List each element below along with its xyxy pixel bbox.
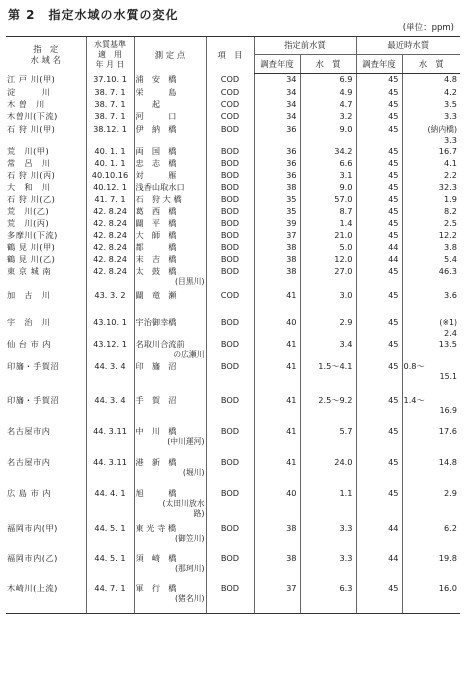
before-year-cell: 34 <box>254 74 300 87</box>
before-year-cell: 36 <box>254 124 300 146</box>
point-cell: 港 新 橋 (堀川) <box>134 457 206 488</box>
header-latest-year: 調査年度 <box>356 55 402 74</box>
item-cell: BOD <box>206 170 254 182</box>
before-year-cell: 41 <box>254 339 300 361</box>
point-cell: 浅香山取水口 <box>134 182 206 194</box>
latest-year-cell: 45 <box>356 74 402 87</box>
item-cell: COD <box>206 99 254 111</box>
latest-quality-cell: 13.5 <box>402 339 460 361</box>
point-cell: 末 吉 橋 <box>134 254 206 266</box>
latest-year-cell: 45 <box>356 426 402 457</box>
latest-year-cell: 45 <box>356 457 402 488</box>
river-name-cell: 荒 川(乙) <box>7 205 50 216</box>
table-row <box>6 206 460 218</box>
page-title: 第 2 指定水域の水質の変化 <box>8 8 179 22</box>
point-cell: 大 師 橋 <box>134 230 206 242</box>
header-point: 測 定 点 <box>134 37 206 74</box>
point-cell: 軍 行 橋 (猪名川) <box>134 583 206 614</box>
before-quality-cell: 1.1 <box>300 488 356 523</box>
header-latest: 最近時水質 <box>356 37 460 55</box>
table-row <box>6 146 460 158</box>
before-quality-cell: 27.0 <box>300 266 356 290</box>
date-cell: 40. 1. 1 <box>86 158 134 170</box>
date-cell: 42. 8.24 <box>86 206 134 218</box>
point-cell: 宇治御幸橋 <box>134 317 206 339</box>
latest-year-cell: 45 <box>356 290 402 317</box>
before-quality-cell: 6.3 <box>300 583 356 614</box>
river-name-cell: 木 曽 川 <box>7 98 45 109</box>
before-quality-cell: 1.5〜4.1 <box>300 361 356 395</box>
before-quality-cell: 34.2 <box>300 146 356 158</box>
before-quality-cell: 3.3 <box>300 523 356 553</box>
before-quality-cell: 4.9 <box>300 87 356 99</box>
item-cell: BOD <box>206 218 254 230</box>
water-quality-table <box>6 36 460 614</box>
before-quality-cell: 3.2 <box>300 111 356 124</box>
point-cell: 石 狩 大 橋 <box>134 194 206 206</box>
date-cell: 44. 5. 1 <box>86 523 134 553</box>
before-year-cell: 40 <box>254 488 300 523</box>
before-year-cell: 38 <box>254 523 300 553</box>
item-cell: BOD <box>206 230 254 242</box>
before-quality-cell: 1.4 <box>300 218 356 230</box>
latest-quality-cell: 1.4〜 16.9 <box>402 395 460 426</box>
before-quality-cell: 3.4 <box>300 339 356 361</box>
date-cell: 42. 8.24 <box>86 254 134 266</box>
table-row <box>6 361 460 395</box>
before-year-cell: 41 <box>254 290 300 317</box>
table-row <box>6 74 460 87</box>
before-year-cell: 34 <box>254 87 300 99</box>
river-name-cell: 木曽川(下流) <box>7 110 58 121</box>
latest-quality-cell: (※1) 2.4 <box>402 317 460 339</box>
date-cell: 42. 8.24 <box>86 230 134 242</box>
before-year-cell: 34 <box>254 111 300 124</box>
latest-year-cell: 45 <box>356 317 402 339</box>
latest-year-cell: 44 <box>356 254 402 266</box>
before-year-cell: 41 <box>254 457 300 488</box>
latest-year-cell: 45 <box>356 194 402 206</box>
before-year-cell: 38 <box>254 553 300 583</box>
river-name-cell: 江 戸 川(甲) <box>7 73 56 84</box>
point-cell: 都 橋 <box>134 242 206 254</box>
river-name-cell: 仙 台 市 内 <box>7 338 52 349</box>
before-year-cell: 37 <box>254 230 300 242</box>
before-quality-cell: 3.3 <box>300 553 356 583</box>
before-year-cell: 38 <box>254 266 300 290</box>
latest-quality-cell: (納内橋) 3.3 <box>402 124 460 146</box>
before-quality-cell: 24.0 <box>300 457 356 488</box>
river-name-cell: 大 和 川 <box>7 181 51 192</box>
point-subname: 路) <box>193 508 205 518</box>
item-cell: BOD <box>206 242 254 254</box>
date-cell: 42. 8.24 <box>86 266 134 290</box>
date-cell: 37.10. 1 <box>86 74 134 87</box>
item-cell: BOD <box>206 182 254 194</box>
date-cell: 43. 3. 2 <box>86 290 134 317</box>
latest-year-cell: 45 <box>356 230 402 242</box>
latest-year-cell: 45 <box>356 146 402 158</box>
item-cell: BOD <box>206 194 254 206</box>
latest-quality-cell: 16.7 <box>402 146 460 158</box>
point-cell: 印 旛 沼 <box>134 361 206 395</box>
table-row <box>6 194 460 206</box>
latest-year-cell: 45 <box>356 87 402 99</box>
quality-range-end: 16.9 <box>439 405 457 415</box>
point-cell: 栄 島 <box>134 87 206 99</box>
river-name-cell: 荒 川(甲) <box>7 145 50 156</box>
table-row <box>6 317 460 339</box>
river-name-cell: 多摩川(下流) <box>7 229 58 240</box>
latest-quality-cell: 32.3 <box>402 182 460 194</box>
date-cell: 43.12. 1 <box>86 339 134 361</box>
table-row <box>6 266 460 290</box>
table-row <box>6 182 460 194</box>
river-name-cell: 宇 治 川 <box>7 316 51 327</box>
before-quality-cell: 3.0 <box>300 290 356 317</box>
point-subname: (堀川) <box>182 467 205 477</box>
river-name-cell: 石 狩 川(乙) <box>7 193 56 204</box>
date-cell: 44. 3. 4 <box>86 361 134 395</box>
point-subname: (太田川放水 <box>162 498 205 508</box>
table-row <box>6 488 460 523</box>
table-row <box>6 457 460 488</box>
table-row <box>6 426 460 457</box>
latest-year-cell: 45 <box>356 339 402 361</box>
latest-year-cell: 45 <box>356 158 402 170</box>
table-row <box>6 230 460 242</box>
before-quality-cell: 5.0 <box>300 242 356 254</box>
river-name-cell: 福岡市内(甲) <box>7 522 58 533</box>
quality-note: (納内橋) <box>427 124 457 134</box>
river-name-cell: 名古屋市内 <box>7 456 51 467</box>
before-year-cell: 37 <box>254 583 300 614</box>
unit-label: (単位：ppm) <box>402 23 454 33</box>
item-cell: BOD <box>206 254 254 266</box>
latest-quality-cell: 4.2 <box>402 87 460 99</box>
before-quality-cell: 8.7 <box>300 206 356 218</box>
before-quality-cell: 5.7 <box>300 426 356 457</box>
latest-year-cell: 45 <box>356 361 402 395</box>
date-cell: 42. 8.24 <box>86 242 134 254</box>
header-before-year: 調査年度 <box>254 55 300 74</box>
table-row <box>6 339 460 361</box>
item-cell: BOD <box>206 158 254 170</box>
item-cell: BOD <box>206 523 254 553</box>
item-cell: COD <box>206 111 254 124</box>
before-year-cell: 40 <box>254 317 300 339</box>
date-cell: 44. 3. 4 <box>86 395 134 426</box>
item-cell: BOD <box>206 339 254 361</box>
point-cell: 中 川 橋 (中川運河) <box>134 426 206 457</box>
river-name-cell: 木崎川(上流) <box>6 583 86 614</box>
item-cell: BOD <box>206 488 254 523</box>
latest-quality-cell: 46.3 <box>402 266 460 290</box>
table-row <box>6 124 460 146</box>
latest-quality-cell: 4.1 <box>402 158 460 170</box>
before-year-cell: 41 <box>254 361 300 395</box>
point-subname: (中川運河) <box>167 436 205 446</box>
header-river: 指 定 水 域 名 <box>6 37 86 74</box>
river-name-cell: 石 狩 川(甲) <box>7 123 56 134</box>
latest-quality-cell: 3.6 <box>402 290 460 317</box>
point-cell: 両 国 橋 <box>134 146 206 158</box>
latest-quality-cell: 5.4 <box>402 254 460 266</box>
point-cell: 起 <box>134 99 206 111</box>
before-quality-cell: 21.0 <box>300 230 356 242</box>
date-cell: 42. 8.24 <box>86 218 134 230</box>
latest-year-cell: 45 <box>356 395 402 426</box>
item-cell: BOD <box>206 583 254 614</box>
point-cell: 忠 志 橋 <box>134 158 206 170</box>
latest-quality-cell: 3.8 <box>402 242 460 254</box>
before-year-cell: 41 <box>254 395 300 426</box>
before-year-cell: 39 <box>254 218 300 230</box>
point-cell: 葛 西 橋 <box>134 206 206 218</box>
before-year-cell: 35 <box>254 206 300 218</box>
header-date: 水質基準 適 用 年 月 日 <box>86 37 134 74</box>
point-cell: 太 鼓 橋 (目黒川) <box>134 266 206 290</box>
latest-year-cell: 44 <box>356 242 402 254</box>
item-cell: COD <box>206 74 254 87</box>
point-subname: (猪名川) <box>175 593 205 603</box>
table-row <box>6 553 460 583</box>
before-year-cell: 38 <box>254 254 300 266</box>
quality-note: (※1) <box>439 317 457 327</box>
latest-year-cell: 45 <box>356 99 402 111</box>
before-year-cell: 36 <box>254 158 300 170</box>
latest-quality-cell: 3.5 <box>402 99 460 111</box>
item-cell: BOD <box>206 426 254 457</box>
table-row <box>6 99 460 111</box>
river-name-cell: 荒 川(丙) <box>7 217 50 228</box>
date-cell: 40. 1. 1 <box>86 146 134 158</box>
date-cell: 41. 7. 1 <box>86 194 134 206</box>
latest-quality-cell: 1.9 <box>402 194 460 206</box>
before-quality-cell: 3.1 <box>300 170 356 182</box>
item-cell: BOD <box>206 317 254 339</box>
latest-quality-cell: 8.2 <box>402 206 460 218</box>
latest-quality-cell: 3.3 <box>402 111 460 124</box>
before-quality-cell: 57.0 <box>300 194 356 206</box>
latest-quality-cell: 0.8〜 15.1 <box>402 361 460 395</box>
date-cell: 40.10.16 <box>86 170 134 182</box>
latest-year-cell: 45 <box>356 182 402 194</box>
point-cell: 須 崎 橋 (那珂川) <box>134 553 206 583</box>
river-name-cell: 福岡市内(乙) <box>7 552 58 563</box>
before-year-cell: 38 <box>254 242 300 254</box>
date-cell: 44. 5. 1 <box>86 553 134 583</box>
point-cell: 闢 竜 瀬 <box>134 290 206 317</box>
header-before-quality: 水 質 <box>300 55 356 74</box>
date-cell: 44. 3.11 <box>86 426 134 457</box>
point-subname: (御笠川) <box>175 533 205 543</box>
point-cell: 河 口 <box>134 111 206 124</box>
header-item: 項 目 <box>206 37 254 74</box>
point-cell: 伊 納 橋 <box>134 124 206 146</box>
latest-year-cell: 45 <box>356 111 402 124</box>
table-row <box>6 242 460 254</box>
point-subname: (那珂川) <box>175 563 205 573</box>
latest-year-cell: 45 <box>356 266 402 290</box>
river-name-cell: 石 狩 川(丙) <box>7 169 56 180</box>
item-cell: BOD <box>206 206 254 218</box>
river-name-cell: 名古屋市内 <box>7 425 51 436</box>
date-cell: 38. 7. 1 <box>86 87 134 99</box>
table-row <box>6 523 460 553</box>
river-name-cell: 常 呂 川 <box>7 157 51 168</box>
date-cell: 38.12. 1 <box>86 124 134 146</box>
latest-quality-cell: 19.8 <box>402 553 460 583</box>
table-row <box>6 583 460 614</box>
river-name-cell: 鶴 見 川(甲) <box>7 241 56 252</box>
table-row <box>6 158 460 170</box>
before-year-cell: 38 <box>254 182 300 194</box>
river-name-cell: 鶴 見 川(乙) <box>7 253 56 264</box>
before-quality-cell: 9.0 <box>300 182 356 194</box>
point-cell: 手 賀 沼 <box>134 395 206 426</box>
table-row <box>6 111 460 124</box>
date-cell: 40.12. 1 <box>86 182 134 194</box>
item-cell: BOD <box>206 395 254 426</box>
point-cell: 東 光 寺 橋 (御笠川) <box>134 523 206 553</box>
river-name-cell: 淀 川 <box>7 86 51 97</box>
before-year-cell: 36 <box>254 170 300 182</box>
before-year-cell: 35 <box>254 194 300 206</box>
point-cell: 対 雁 <box>134 170 206 182</box>
date-cell: 44. 4. 1 <box>86 488 134 523</box>
before-quality-cell: 4.7 <box>300 99 356 111</box>
point-cell: 闢 平 橋 <box>134 218 206 230</box>
header-before: 指定前水質 <box>254 37 356 55</box>
latest-year-cell: 45 <box>356 124 402 146</box>
quality-range-end: 15.1 <box>439 371 457 381</box>
latest-quality-cell: 2.5 <box>402 218 460 230</box>
before-quality-cell: 12.0 <box>300 254 356 266</box>
river-name-cell: 印旛・手賀沼 <box>7 360 60 371</box>
river-name-cell: 広 島 市 内 <box>7 487 52 498</box>
point-cell: 浦 安 橋 <box>134 74 206 87</box>
item-cell: COD <box>206 87 254 99</box>
date-cell: 44. 7. 1 <box>86 583 134 614</box>
table-row <box>6 395 460 426</box>
item-cell: BOD <box>206 124 254 146</box>
item-cell: BOD <box>206 146 254 158</box>
before-year-cell: 34 <box>254 99 300 111</box>
latest-year-cell: 45 <box>356 488 402 523</box>
table-row <box>6 218 460 230</box>
latest-quality-cell: 17.6 <box>402 426 460 457</box>
before-quality-cell: 2.9 <box>300 317 356 339</box>
item-cell: BOD <box>206 361 254 395</box>
latest-year-cell: 44 <box>356 523 402 553</box>
latest-quality-cell: 14.8 <box>402 457 460 488</box>
table-row <box>6 290 460 317</box>
before-year-cell: 41 <box>254 426 300 457</box>
date-cell: 38. 7. 1 <box>86 99 134 111</box>
latest-quality-cell: 16.0 <box>402 583 460 614</box>
latest-quality-cell: 2.9 <box>402 488 460 523</box>
river-name-cell: 加 古 川 <box>7 289 51 300</box>
before-quality-cell: 9.0 <box>300 124 356 146</box>
latest-quality-cell: 4.8 <box>402 74 460 87</box>
point-subname: (目黒川) <box>175 276 205 286</box>
before-quality-cell: 6.6 <box>300 158 356 170</box>
latest-quality-cell: 2.2 <box>402 170 460 182</box>
latest-year-cell: 45 <box>356 218 402 230</box>
before-year-cell: 36 <box>254 146 300 158</box>
latest-year-cell: 45 <box>356 206 402 218</box>
item-cell: BOD <box>206 553 254 583</box>
river-name-cell: 印旛・手賀沼 <box>7 394 60 405</box>
latest-quality-cell: 6.2 <box>402 523 460 553</box>
before-quality-cell: 6.9 <box>300 74 356 87</box>
table-row <box>6 87 460 99</box>
item-cell: BOD <box>206 266 254 290</box>
point-cell: 名取川合流前 の広瀬川 <box>135 338 205 359</box>
table-row <box>6 170 460 182</box>
date-cell: 38. 7. 1 <box>86 111 134 124</box>
latest-quality-cell: 12.2 <box>402 230 460 242</box>
item-cell: BOD <box>206 457 254 488</box>
latest-year-cell: 44 <box>356 553 402 583</box>
point-cell: 旭 橋 (太田川放水 路) <box>134 488 206 523</box>
table-row <box>6 254 460 266</box>
river-name-cell: 東 京 城 南 <box>7 265 52 276</box>
latest-year-cell: 45 <box>356 583 402 614</box>
before-quality-cell: 2.5〜9.2 <box>300 395 356 426</box>
latest-year-cell: 45 <box>356 170 402 182</box>
header-latest-quality: 水 質 <box>402 55 460 74</box>
date-cell: 44. 3.11 <box>86 457 134 488</box>
date-cell: 43.10. 1 <box>86 317 134 339</box>
point-subname: の広瀬川 <box>173 349 205 359</box>
item-cell: COD <box>206 290 254 317</box>
